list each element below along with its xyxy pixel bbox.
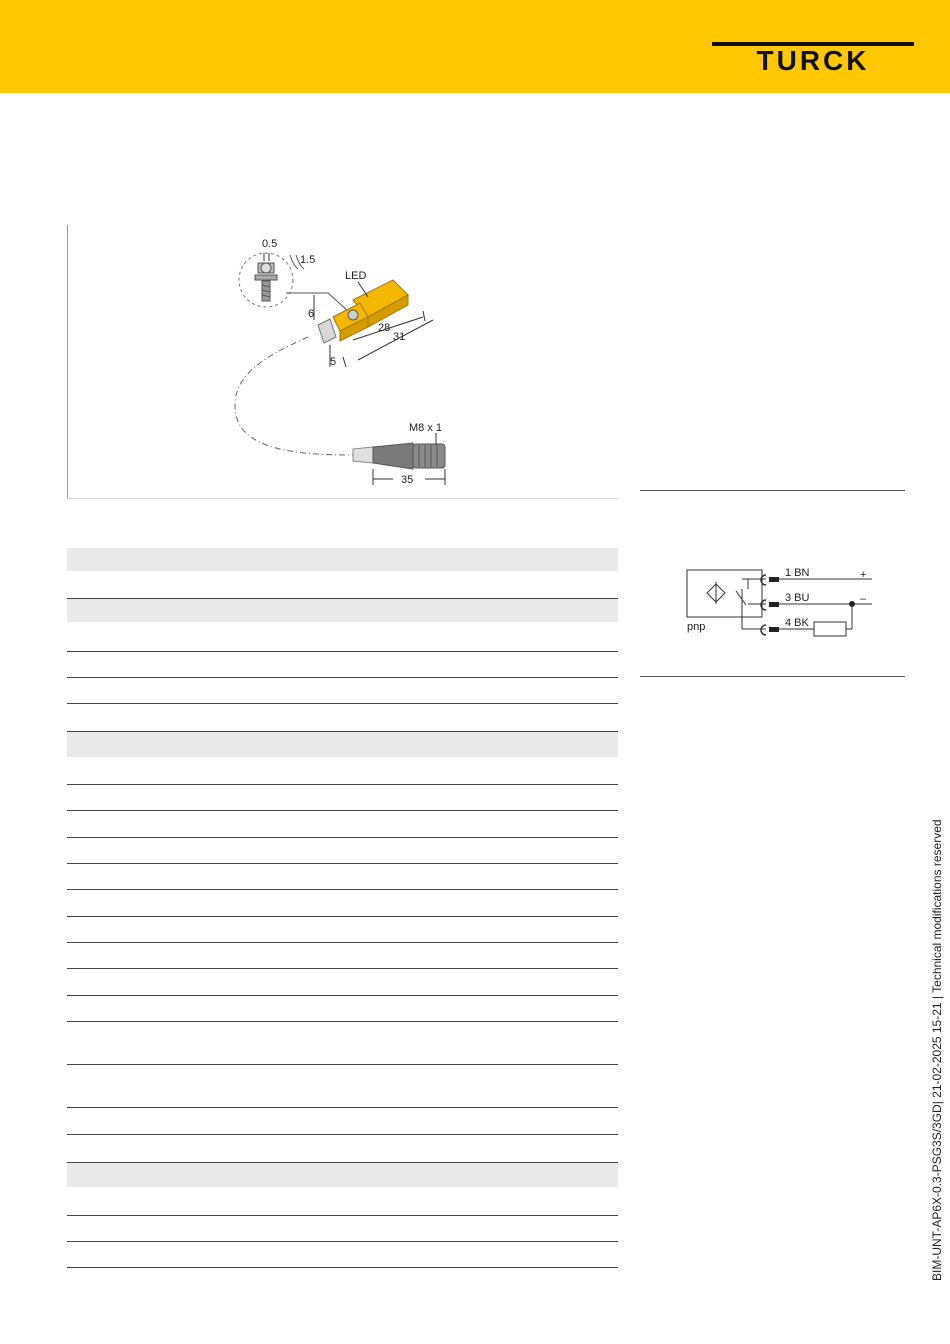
table-row xyxy=(67,785,618,811)
svg-text:TURCK: TURCK xyxy=(756,45,870,74)
dim-width: 5 xyxy=(330,356,337,368)
wire-4-label: 4 BK xyxy=(785,617,809,629)
table-row xyxy=(67,996,618,1022)
table-section-band xyxy=(67,548,618,571)
dim-connector-length: 35 xyxy=(401,474,414,486)
dim-screw-thread: 1.5 xyxy=(300,254,316,266)
table-row xyxy=(67,1216,618,1242)
table-divider xyxy=(67,598,618,599)
load-resistor xyxy=(814,622,846,636)
table-row xyxy=(67,1242,618,1268)
wiring-diagram xyxy=(640,490,905,677)
table-section-band xyxy=(67,1162,618,1187)
table-row xyxy=(67,1108,618,1135)
dim-length-total: 31 xyxy=(393,331,406,343)
table-row xyxy=(67,890,618,917)
table-row xyxy=(67,1022,618,1065)
wire-3-label: 3 BU xyxy=(785,592,810,604)
table-row xyxy=(67,917,618,943)
negative-label: – xyxy=(860,593,867,605)
dim-length-body: 28 xyxy=(378,322,391,334)
m8-connector xyxy=(353,443,445,469)
sensor-type-label: pnp xyxy=(687,621,706,633)
positive-label: + xyxy=(860,569,867,581)
dimension-drawing xyxy=(67,225,618,499)
table-row xyxy=(67,678,618,704)
wire-1-label: 1 BN xyxy=(785,567,810,579)
table-row xyxy=(67,864,618,890)
table-row xyxy=(67,969,618,996)
table-row xyxy=(67,757,618,785)
table-row xyxy=(67,652,618,678)
table-row xyxy=(67,811,618,838)
table-section-band xyxy=(67,598,618,622)
table-row xyxy=(67,622,618,652)
dim-led: LED xyxy=(345,270,367,282)
table-divider xyxy=(67,731,618,732)
dim-screw-gap: 0.5 xyxy=(262,238,278,250)
table-row xyxy=(67,943,618,969)
cable-path xyxy=(235,337,353,455)
header-band xyxy=(0,0,950,93)
table-divider xyxy=(67,1162,618,1163)
dim-connector: M8 x 1 xyxy=(409,422,443,434)
document-footer-id: BIM-UNT-AP6X-0.3-PSG3S/3GD| 21-02-2025 15-21 | Technical modifications reserved xyxy=(930,819,944,1281)
table-row xyxy=(67,1065,618,1108)
dim-height: 6 xyxy=(308,308,315,320)
table-row xyxy=(67,838,618,864)
table-section-band xyxy=(67,731,618,757)
table-row xyxy=(67,1187,618,1216)
turck-logo xyxy=(712,40,914,74)
